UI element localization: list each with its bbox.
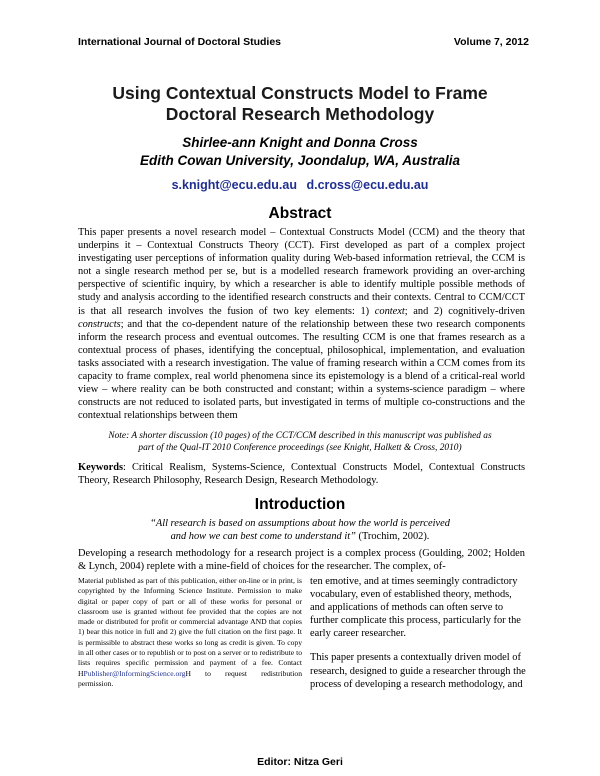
intro-paragraph-1: Developing a research methodology for a research project is a complex process (Goulding, 2002; Holden & Lynch, 2004) replete with a mine-field of choices for the researcher. The complex, of- (78, 548, 525, 573)
copyright-notice-text: Material published as part of this publication, either on-line or in print, is copyrighted by the Informing Science Institute. Permission to make digital or paper copy of part or all of these works for personal or classroom use is granted without fee provided that the copies are not made or distributed for profit or commercial advantage AND that copies 1) bear this notice in full and 2) give the full citation on the first page. It is permissible to abstract these works so long as credit is given. To copy in all other cases or to republish or to post on a server or to redistribute to lists requires specific permission and payment of a fee. Contact H (78, 576, 302, 678)
quote-line-2: and how we can best come to understand it” (170, 531, 356, 543)
introduction-heading: Introduction (254, 496, 346, 513)
quote-line-1: “All research is based on assumptions about how the world is perceived (150, 518, 450, 529)
epigraph-quote (100, 517, 500, 543)
publisher-email-link[interactable]: Publisher@InformingScience.org (83, 668, 186, 678)
abstract-emphasis-constructs: constructs (78, 318, 121, 330)
copyright-notice (78, 576, 302, 689)
copyright-notice-text: H to request redistribution permission. (78, 668, 302, 688)
intro-paragraph-2: This paper presents a contextually driven model of research, designed to guide a researcher through the process of developing a research methodology, and (310, 652, 526, 690)
title-line-2: Doctoral Research Methodology (165, 104, 435, 124)
copyright-notice-box (78, 576, 302, 690)
paper-title (60, 83, 540, 125)
abstract-text-part: This paper presents a novel research model – Contextual Constructs Model (CCM) and the theory that underpins it – Contextual Constructs Theory (CCT). First developed as part of a complex project investigating user perceptions of information quality during Web-based information retrieval, the CCM is not a single research method per se, but is a modelled research framework providing an over-arching perspective of scientific inquiry, by which a researcher is able to identify multiple possible methods of study and analysis according to the identified research constructs and their contexts. Central to CCM/CCT is that all research involves the fusion of two key elements: 1) (78, 227, 525, 317)
editor-footer: Editor: Nitza Geri (257, 756, 343, 768)
publication-note: Note: A shorter discussion (10 pages) of the CCT/CCM described in this manuscript was published as part of the Qual-IT 2010 Conference proceedings (see Knight, Halkett & Cross, 2010) (108, 431, 492, 453)
abstract-emphasis-context: context (374, 305, 405, 317)
author-emails (60, 178, 540, 192)
keywords-text: : Critical Realism, Systems-Science, Contextual Constructs Model, Contextual Constructs Theory, Research Philosophy, Research Design, Research Methodology. (78, 462, 525, 487)
intro-paragraph-1-continued: ten emotive, and at times seemingly contradictory vocabulary, even of established theory, methods, and applications of methods can often serve to further complicate this process, particularly for the early career researcher. (310, 576, 521, 640)
keywords-label: Keywords (78, 462, 124, 473)
title-line-1: Using Contextual Constructs Model to Frame (112, 83, 488, 103)
email-link-cross[interactable]: d.cross@ecu.edu.au (306, 178, 429, 192)
author-names: Shirlee-ann Knight and Donna Cross (182, 135, 418, 150)
volume-label: Volume 7, 2012 (453, 36, 529, 48)
keywords (78, 461, 525, 487)
email-link-knight[interactable]: s.knight@ecu.edu.au (171, 178, 297, 192)
journal-name: International Journal of Doctoral Studies (78, 36, 282, 48)
abstract-text (78, 226, 525, 422)
abstract-text-part: ; and 2) cognitively-driven (404, 305, 525, 317)
abstract-text-part: ; and that the co-dependent nature of the relationship between these two research components inform the research process and eventual outcomes. The resulting CCM is one that frames research as a contextual process of phases, identifying the conceptual, philosophical, implementation, and evaluation tasks associated with a research investigation. The value of framing research within a CCM comes from its capacity to frame complex, real world phenomena since its epistemology is a blend of a critical-real world view – where reality can be both constructed and constant; within a systems-science paradigm – where constructs are not reduced to isolated parts, but investigated in terms of multiple co-constructions and the contextual relationships between them (78, 318, 525, 422)
author-block (60, 134, 540, 170)
intro-right-column (310, 575, 528, 702)
quote-citation: (Trochim, 2002). (355, 531, 430, 543)
abstract-heading: Abstract (268, 205, 332, 222)
author-affiliation: Edith Cowan University, Joondalup, WA, Australia (139, 153, 461, 168)
